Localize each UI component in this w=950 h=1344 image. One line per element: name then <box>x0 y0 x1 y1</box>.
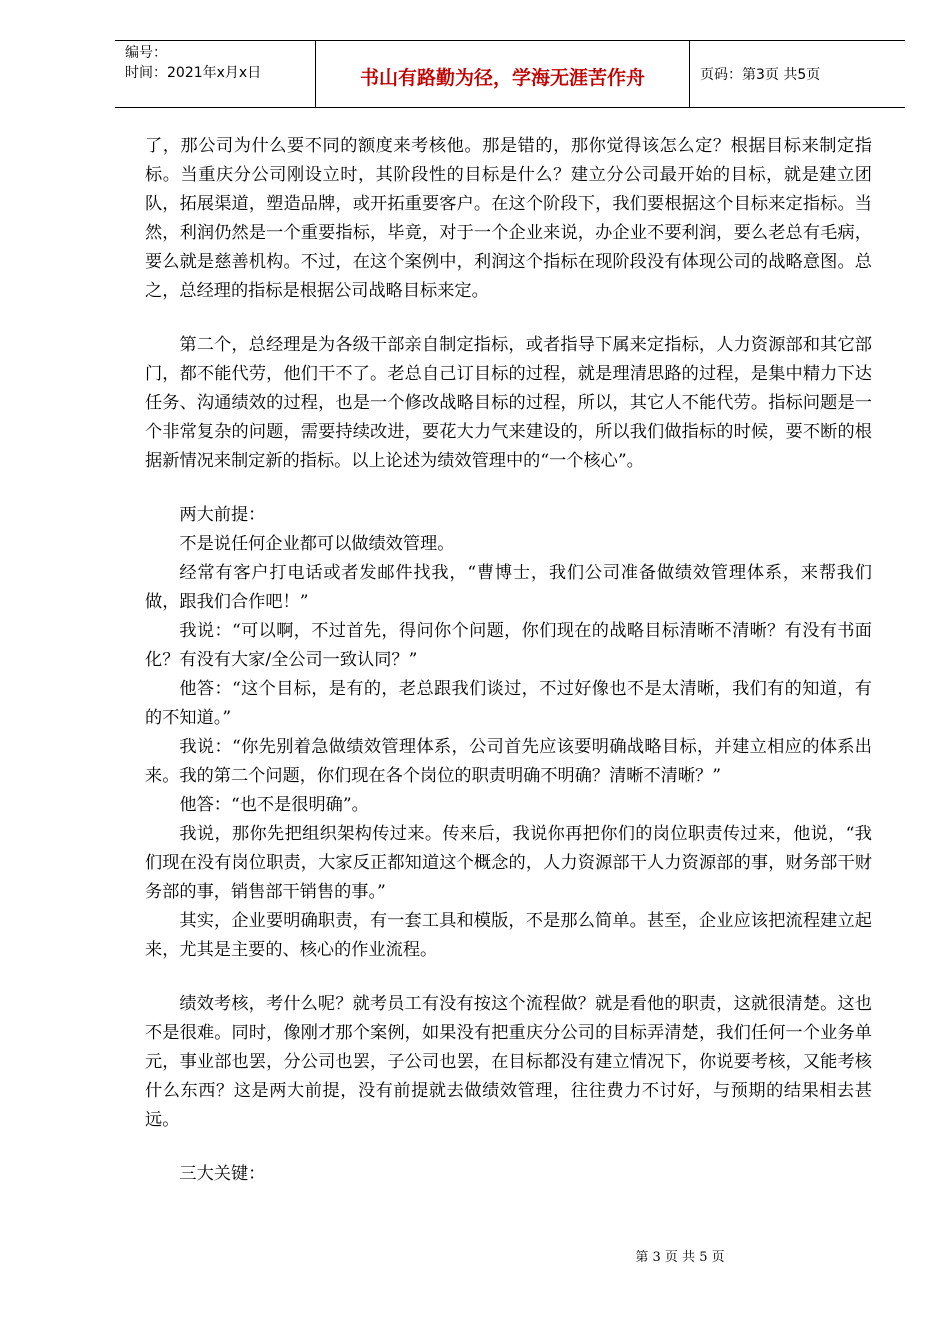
header-motto-cell <box>316 41 690 107</box>
header-meta-cell <box>115 41 316 107</box>
document-header <box>115 40 905 108</box>
paragraph: 其实，企业要明确职责，有一套工具和模版，不是那么简单。甚至，企业应该把流程建立起来，尤其是主要的、核心的作业流程。 <box>145 911 872 960</box>
paragraph: 绩效考核，考什么呢？就考员工有没有按这个流程做？就是看他的职责，这就很清楚。这也不是很难。同时，像刚才那个案例，如果没有把重庆分公司的目标弄清楚，我们任何一个业务单元，事业部也罢，分公司也罢，子公司也罢，在目标都没有建立情况下，你说要考核，又能考核什么东西？这是两大前提，没有前提就去做绩效管理，往往费力不讨好，与预期的结果相去甚远。 <box>145 994 872 1130</box>
paragraph: 经常有客户打电话或者发邮件找我，“曹博士，我们公司准备做绩效管理体系，来帮我们做，跟我们合作吧！” <box>145 563 872 612</box>
paragraph: 我说：“可以啊，不过首先，得问你个问题，你们现在的战略目标清晰不清晰？有没有书面化？有没有大家/全公司一致认同？” <box>145 621 872 670</box>
paragraph: 了，那公司为什么要不同的额度来考核他。那是错的，那你觉得该怎么定？根据目标来制定指标。当重庆分公司刚设立时，其阶段性的目标是什么？建立分公司最开始的目标，就是建立团队，拓展渠道，塑造品牌，或开拓重要客户。在这个阶段下，我们要根据这个目标来定指标。当然，利润仍然是一个重要指标，毕竟，对于一个企业来说，办企业不要利润，要么老总有毛病，要么就是慈善机构。不过，在这个案例中，利润这个指标在现阶段没有体现公司的战略意图。总之，总经理的指标是根据公司战略目标来定。 <box>145 136 872 301</box>
paragraph: 第二个，总经理是为各级干部亲自制定指标，或者指导下属来定指标，人力资源部和其它部门，都不能代劳，他们干不了。老总自己订目标的过程，就是理清思路的过程，是集中精力下达任务、沟通绩效的过程，也是一个修改战略目标的过程，所以，其它人不能代劳。指标问题是一个非常复杂的问题，需要持续改进，要花大力气来建设的，所以我们做指标的时候，要不断的根据新情况来制定新的指标。以上论述为绩效管理中的“一个核心”。 <box>145 335 872 471</box>
paragraph: 我说：“你先别着急做绩效管理体系，公司首先应该要明确战略目标，并建立相应的体系出来。我的第二个问题，你们现在各个岗位的职责明确不明确？清晰不清晰？” <box>145 737 872 786</box>
section-heading: 三大关键： <box>179 1164 266 1184</box>
section-heading: 两大前提： <box>179 505 266 525</box>
header-motto: 书山有路勤为径，学海无涯苦作舟 <box>359 67 645 89</box>
header-page-cell <box>690 41 905 107</box>
serial-label: 编号： <box>125 45 167 61</box>
page-footer: 第 3 页 共 5 页 <box>635 1250 725 1265</box>
paragraph: 不是说任何企业都可以做绩效管理。 <box>179 534 455 554</box>
time-label: 时间：2021年x月x日 <box>125 65 262 81</box>
header-page-label: 页码：第3页 共5页 <box>700 67 821 83</box>
paragraph: 我说，那你先把组织架构传过来。传来后，我说你再把你们的岗位职责传过来，他说，“我们现在没有岗位职责，大家反正都知道这个概念的，人力资源部干人力资源部的事，财务部干财务部的事，销售部干销售的事。” <box>145 824 872 902</box>
paragraph: 他答：“也不是很明确”。 <box>179 795 369 815</box>
document-body <box>145 132 872 1214</box>
paragraph: 他答：“这个目标，是有的，老总跟我们谈过，不过好像也不是太清晰，我们有的知道，有的不知道。” <box>145 679 872 728</box>
